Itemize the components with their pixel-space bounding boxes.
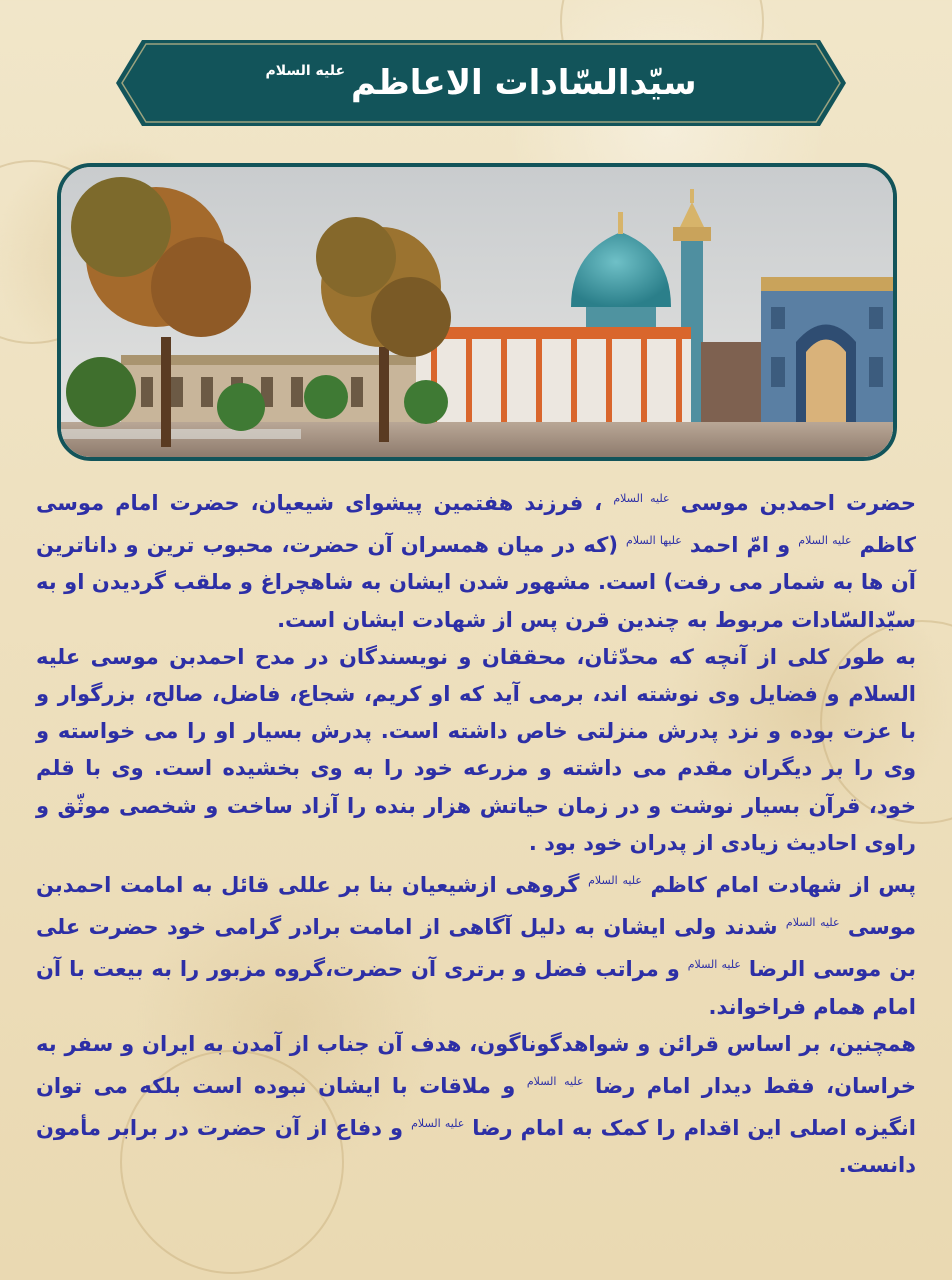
honorific-mark: علیه السلام [613, 492, 670, 505]
paragraph-2 [36, 639, 916, 862]
text-segment: شدند ولی ایشان به دلیل آگاهی از امامت برادر گرامی خود حضرت علی بن موسی الرضا [36, 915, 916, 982]
paragraph-3 [36, 862, 916, 1026]
text-segment: و مراتب فضل و برتری آن حضرت،گروه مزبور را به بیعت با آن امام همام فراخواند. [36, 957, 916, 1019]
paragraph-4 [36, 1026, 916, 1185]
text-segment: و ملاقات با ایشان نبوده است بلکه می توان انگیزه اصلی این اقدام را کمک به امام رضا [36, 1074, 916, 1141]
paragraph-1 [36, 480, 916, 639]
honorific-mark: علیها السلام [626, 534, 682, 548]
honorific-mark: علیه السلام [785, 916, 840, 930]
honorific-mark: علیه السلام [588, 874, 642, 888]
title-banner [116, 40, 846, 126]
title-honorific: علیه السلام [265, 63, 346, 79]
honorific-mark: علیه السلام [687, 958, 741, 972]
text-segment: (که در میان همسران آن حضرت، محبوب ترین و داناترین آن ها به شمار می رفت) است. مشهور شدن ایشان به شاهچراغ و ملقب گردیدن او به سیّدالسّادات مربوط به چندین قرن پس از شهادت ایشان است. [36, 533, 916, 632]
text-segment: و دفاع از آن حضرت در برابر مأمون دانست. [36, 1116, 916, 1178]
text-segment: و امّ احمد [681, 533, 799, 558]
text-segment: حضرت احمدبن موسی [669, 491, 917, 515]
text-segment: به طور کلی از آنچه که محدّثان، محققان و نویسندگان در مدح احمدبن موسی علیه السلام و فضایل وی نوشته اند، برمی آید که او کریم، شجاع، فاضل، صالح، بزرگوار و با عزت بوده و نزد پدرش منزلتی خاص داشته است. پدرش بسیار او را می خواسته و وی را بر دیگران مقدم می داشته و مزرعه خود را به وی بخشیده است. وی با قلم خود، قرآن بسیار نوشت و در زمان حیاتش هزار بنده را آزاد ساخت و شخصی موثّق و راوی احادیث زیادی از پدران خود بود . [36, 644, 916, 855]
page-title [116, 40, 846, 126]
honorific-mark: علیه السلام [411, 1117, 465, 1131]
title-text: سیّدالسّادات الاعاظم [351, 63, 697, 103]
honorific-mark: علیه السلام [798, 534, 852, 548]
shrine-photo [57, 163, 897, 461]
text-segment: پس از شهادت امام کاظم [641, 873, 916, 898]
mosque-photo-icon [61, 167, 893, 457]
text-segment: همچنین، بر اساس قرائن و شواهدگوناگون، هدف آن جناب از آمدن به ایران و سفر به خراسان، فقط دیدار امام رضا [36, 1031, 917, 1099]
text-segment: گروهی ازشیعیان بنا بر عللی قائل به امامت احمدبن موسی [36, 873, 916, 940]
article-body [36, 480, 916, 1185]
honorific-mark: علیه السلام [526, 1075, 584, 1089]
text-segment: ، فرزند هفتمین پیشوای شیعیان، حضرت امام موسی کاظم [36, 491, 916, 558]
